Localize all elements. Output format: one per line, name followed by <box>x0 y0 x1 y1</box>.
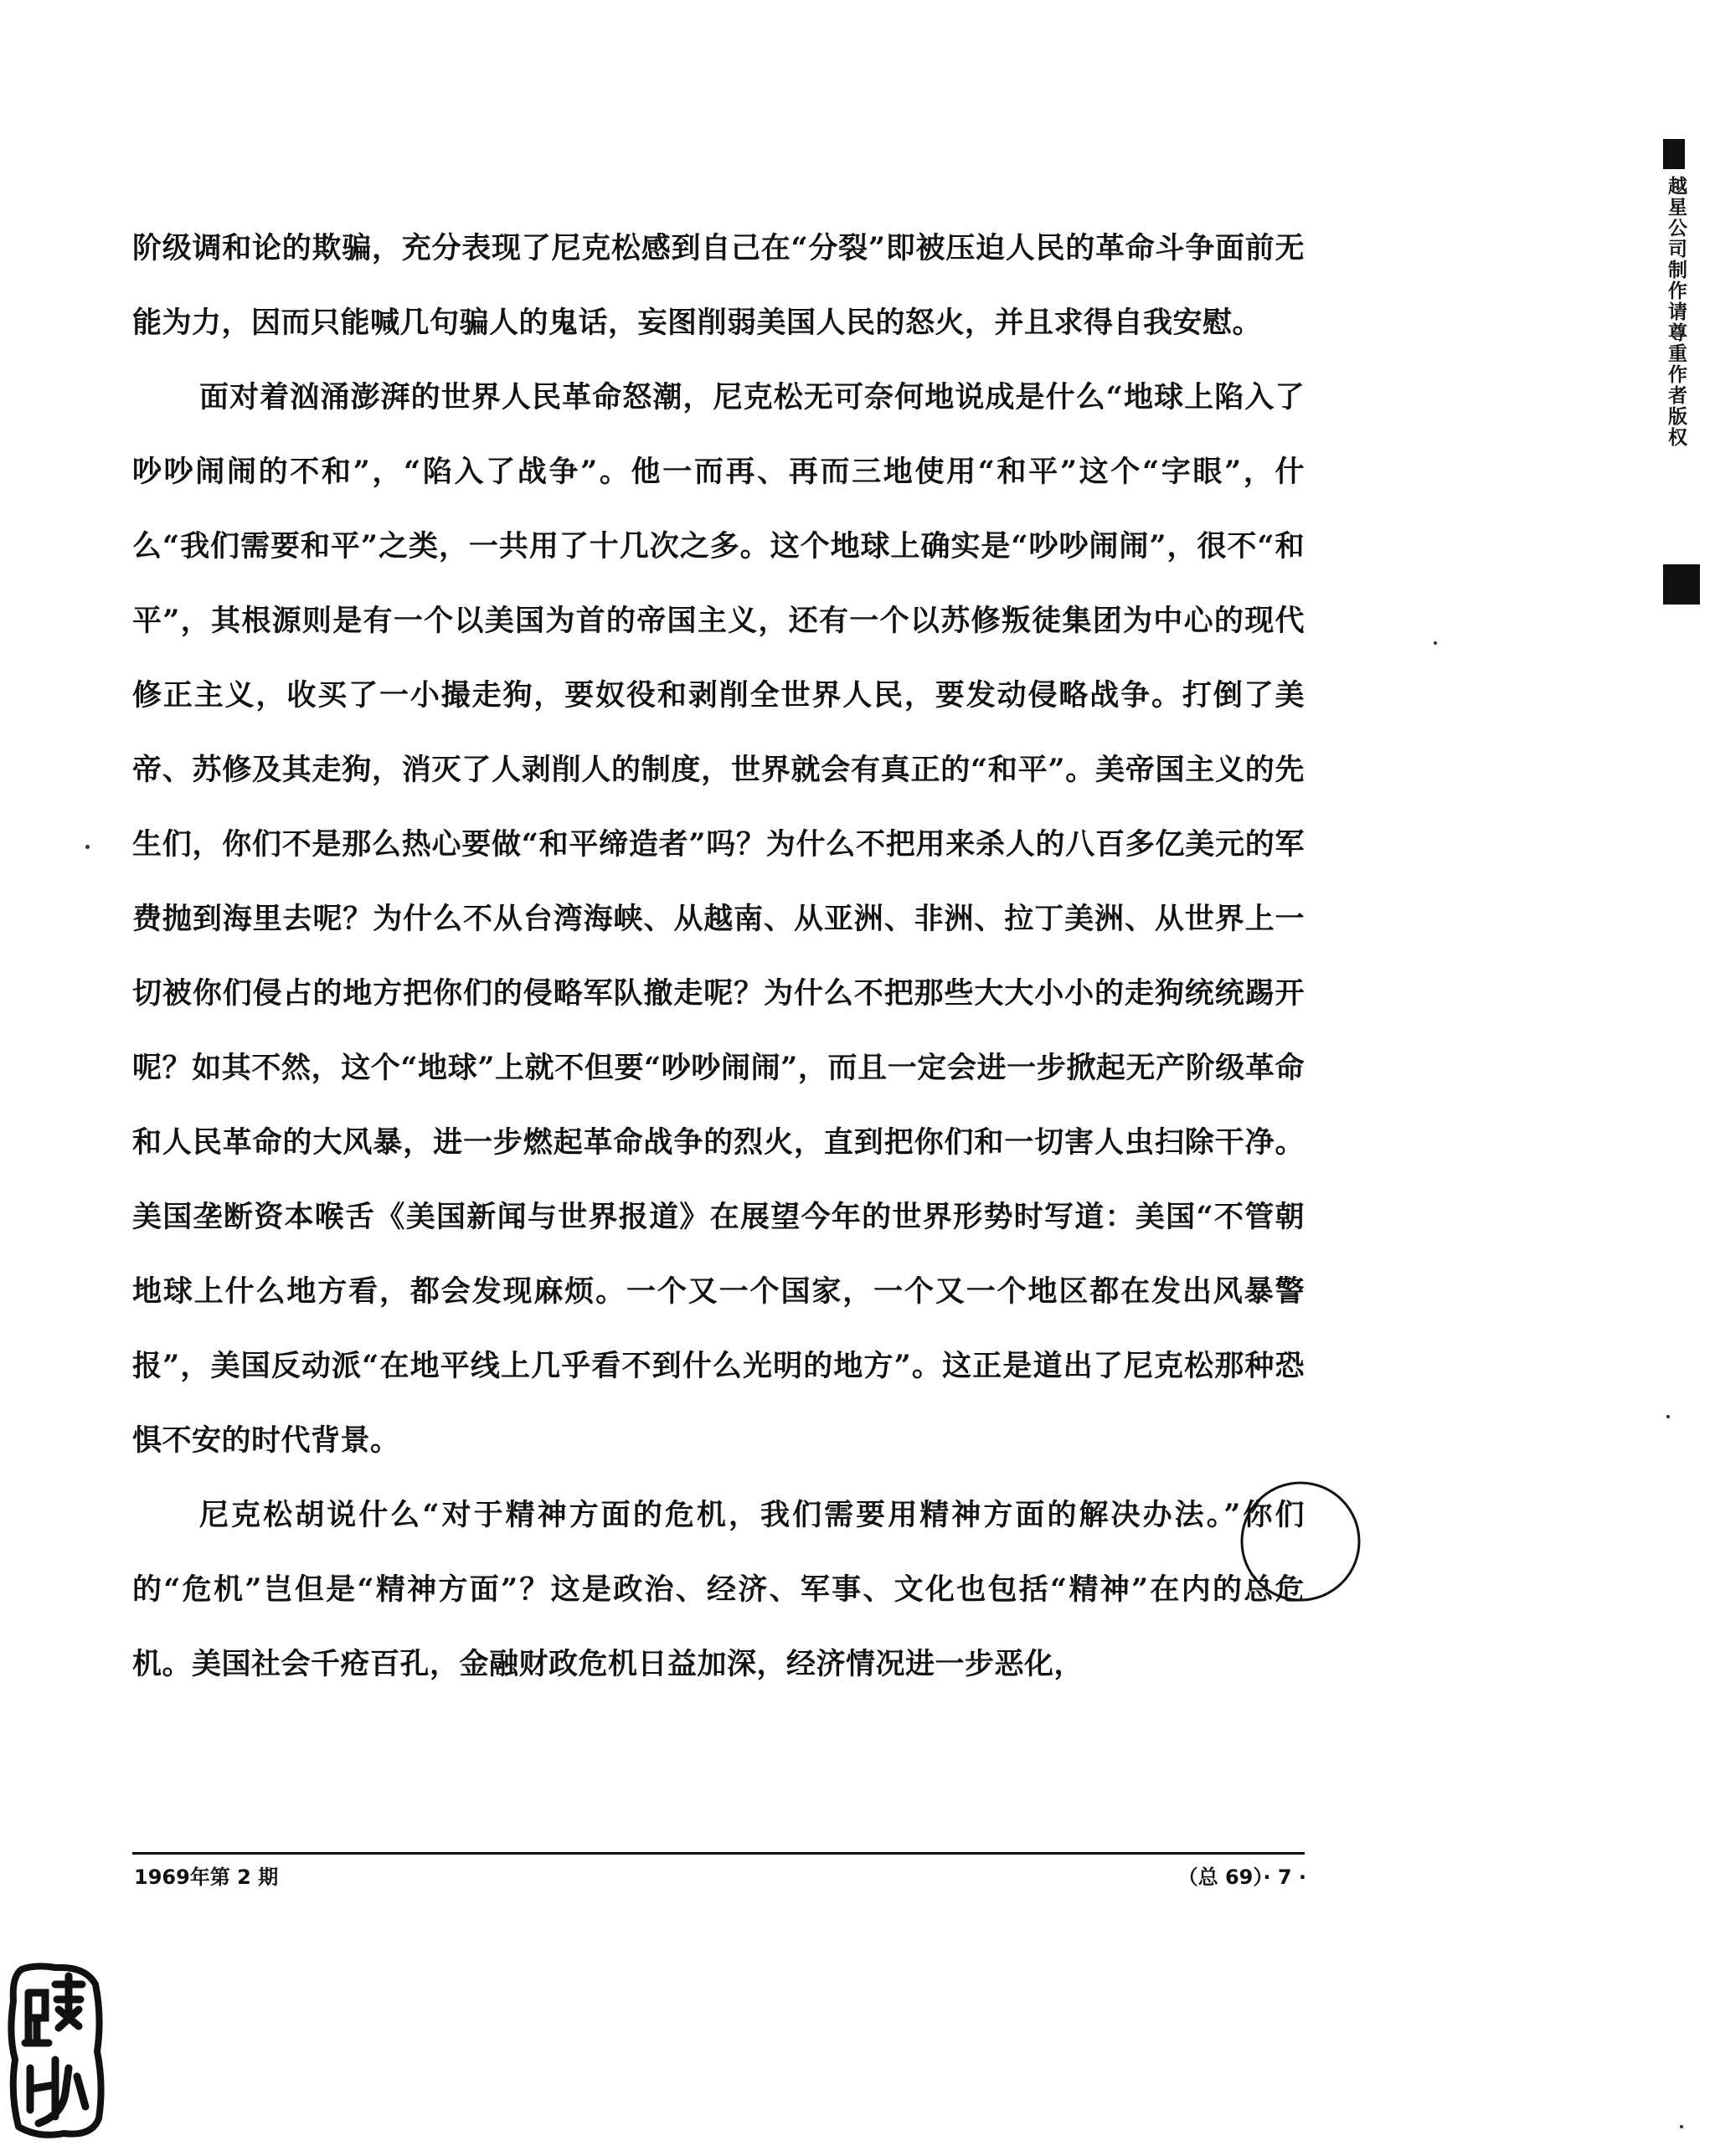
speck <box>1434 641 1437 645</box>
side-watermark <box>1663 139 1700 616</box>
footer-rule <box>132 1852 1305 1855</box>
issue-label: 1969年第 2 期 <box>134 1865 279 1889</box>
paragraph-2: 面对着汹涌澎湃的世界人民革命怒潮，尼克松无可奈何地说成是什么“地球上陷入了吵吵闹闹的不和”，“陷入了战争”。他一而再、再而三地使用“和平”这个“字眼”，什么“我们需要和平”之类，一共用了十几次之多。这个地球上确实是“吵吵闹闹”，很不“和平”，其根源则是有一个以美国为首的帝国主义，还有一个以苏修叛徒集团为中心的现代修正主义，收买了一小撮走狗，要奴役和剥削全世界人民，要发动侵略战争。打倒了美帝、苏修及其走狗，消灭了人剥削人的制度，世界就会有真正的“和平”。美帝国主义的先生们，你们不是那么热心要做“和平缔造者”吗？为什么不把用来杀人的八百多亿美元的军费抛到海里去呢？为什么不从台湾海峡、从越南、从亚洲、非洲、拉丁美洲、从世界上一切被你们侵占的地方把你们的侵略军队撤走呢？为什么不把那些大大小小的走狗统统踢开呢？如其不然，这个“地球”上就不但要“吵吵闹闹”，而且一定会进一步掀起无产阶级革命和人民革命的大风暴，进一步燃起革命战争的烈火，直到把你们和一切害人虫扫除干净。美国垄断资本喉舌《美国新闻与世界报道》在展望今年的世界形势时写道：美国“不管朝地球上什么地方看，都会发现麻烦。一个又一个国家，一个又一个地区都在发出风暴警报”，美国反动派“在地平线上几乎看不到什么光明的地方”。这正是道出了尼克松那种恐惧不安的时代背景。 <box>132 380 1305 1458</box>
seal-stamp <box>5 1959 106 2143</box>
speck <box>1680 2125 1683 2128</box>
speck <box>85 845 90 849</box>
article-body <box>132 211 1305 1701</box>
paragraph-3: 尼克松胡说什么“对于精神方面的危机，我们需要用精神方面的解决办法。”你们的“危机”岂但是“精神方面”？这是政治、经济、军事、文化也包括“精神”在内的总危机。美国社会千疮百孔，金融财政危机日益加深，经济情况进一步恶化， <box>132 1498 1305 1681</box>
circle-annotation <box>1238 1479 1372 1613</box>
speck <box>1666 1415 1670 1418</box>
page-number: （总 69）· 7 · <box>1177 1865 1306 1889</box>
paragraph-1: 阶级调和论的欺骗，充分表现了尼克松感到自己在“分裂”即被压迫人民的革命斗争面前无能为力，因而只能喊几句骗人的鬼话，妄图削弱美国人民的怒火，并且求得自我安慰。 <box>132 231 1305 340</box>
side-watermark-text: 越星公司制作请尊重作者版权 <box>1665 176 1687 448</box>
side-bar-bottom <box>1663 564 1700 605</box>
side-bar-top <box>1663 139 1685 169</box>
